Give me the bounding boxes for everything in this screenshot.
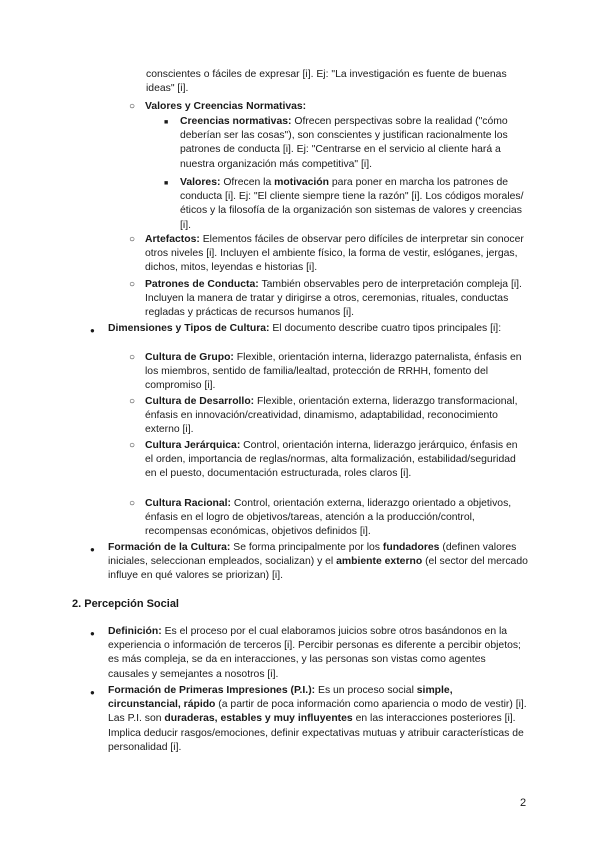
circle-bullet-icon: ○	[129, 396, 136, 407]
list-item-cultura-grupo: Cultura de Grupo: Flexible, orientación interna, liderazgo paternalista, énfasis en los miembros, sentido de familia/lealtad, protección de RRHH, fomento del compromiso [i].	[145, 352, 522, 392]
circle-bullet-icon: ○	[129, 352, 136, 363]
list-item-definicion: Definición: Es el proceso por el cual elaboramos juicios sobre otros basándonos en la experiencia o información de terceros [i]. Percibir personas es diferente a percibir objetos; es más compleja, se da en interacciones, y las personas son vistas como agentes causales y semejantes a nosotros [i].	[108, 626, 521, 680]
square-bullet-icon: ■	[164, 119, 169, 126]
circle-bullet-icon: ○	[129, 101, 136, 112]
disc-bullet-icon: ●	[90, 688, 95, 697]
circle-bullet-icon: ○	[129, 498, 136, 509]
list-item-dimensiones: Dimensiones y Tipos de Cultura: El documento describe cuatro tipos principales [i]:	[108, 323, 502, 334]
circle-bullet-icon: ○	[129, 279, 136, 290]
square-bullet-icon: ■	[164, 180, 169, 187]
list-item-valores: Valores: Ofrecen la motivación para poner en marcha los patrones de conducta [i]. Ej: "El cliente siempre tiene la razón" [i]. Los códigos morales/éticos y la filosofía de la organización son sistemas de valores y creencias [i].	[180, 177, 524, 231]
list-item-cultura-jerarquica: Cultura Jerárquica: Control, orientación interna, liderazgo jerárquico, énfasis en el orden, importancia de reglas/normas, alta formalización, estabilidad/seguridad en el puesto, documentación estructurada, roles claros [i].	[145, 440, 518, 480]
list-item-primeras-impresiones: Formación de Primeras Impresiones (P.I.): Es un proceso social simple, circunstancial, rápido (a partir de poca información como apariencia o modo de vestir) [i]. Las P.I. son duraderas, estables y muy influyentes en las interacciones posteriores [i]. Implica deducir rasgos/emociones, definir expectativas mutuas y atribuir características de personalidad [i].	[108, 685, 527, 753]
list-item-creencias: Creencias normativas: Ofrecen perspectivas sobre la realidad ("cómo deberían ser las cosas"), son conscientes y justifican racionalmente los patrones de conducta [i]. Ej: "Centrarse en el servicio al cliente hará a nuestra organización más competitiva" [i].	[180, 116, 508, 170]
list-item-formacion-cultura: Formación de la Cultura: Se forma principalmente por los fundadores (definen valores iniciales, seleccionan empleados, socializan) y el ambiente externo (el sector del mercado influye en qué valores se priorizan) [i].	[108, 542, 528, 582]
list-item-valores-creencias: Valores y Creencias Normativas:	[145, 101, 307, 112]
circle-bullet-icon: ○	[129, 440, 136, 451]
page-number: 2	[520, 797, 527, 809]
disc-bullet-icon: ●	[90, 629, 95, 638]
circle-bullet-icon: ○	[129, 234, 136, 245]
list-item-artefactos: Artefactos: Elementos fáciles de observar pero difíciles de interpretar sin conocer otros niveles [i]. Incluyen el ambiente físico, la forma de vestir, eslóganes, jergas, dichos, mitos, leyendas e historias [i].	[145, 234, 524, 274]
continuation-text: conscientes o fáciles de expresar [i]. Ej: "La investigación es fuente de buenas ideas" [i].	[146, 69, 507, 95]
disc-bullet-icon: ●	[90, 326, 95, 335]
list-item-cultura-desarrollo: Cultura de Desarrollo: Flexible, orientación externa, liderazgo transformacional, énfasis en innovación/creatividad, dinamismo, adaptabilidad, reconocimiento externo [i].	[145, 396, 518, 436]
list-item-cultura-racional: Cultura Racional: Control, orientación externa, liderazgo orientado a objetivos, énfasis en el logro de objetivos/tareas, atención a la producción/control, recompensas económicas, objetivos definidos [i].	[145, 498, 512, 538]
list-item-patrones: Patrones de Conducta: También observables pero de interpretación compleja [i]. Incluyen la manera de tratar y dirigirse a otros, ceremonias, rituales, conductas regladas y prácticas de recursos humanos [i].	[145, 279, 522, 319]
section-heading: 2. Percepción Social	[72, 598, 179, 610]
disc-bullet-icon: ●	[90, 545, 95, 554]
